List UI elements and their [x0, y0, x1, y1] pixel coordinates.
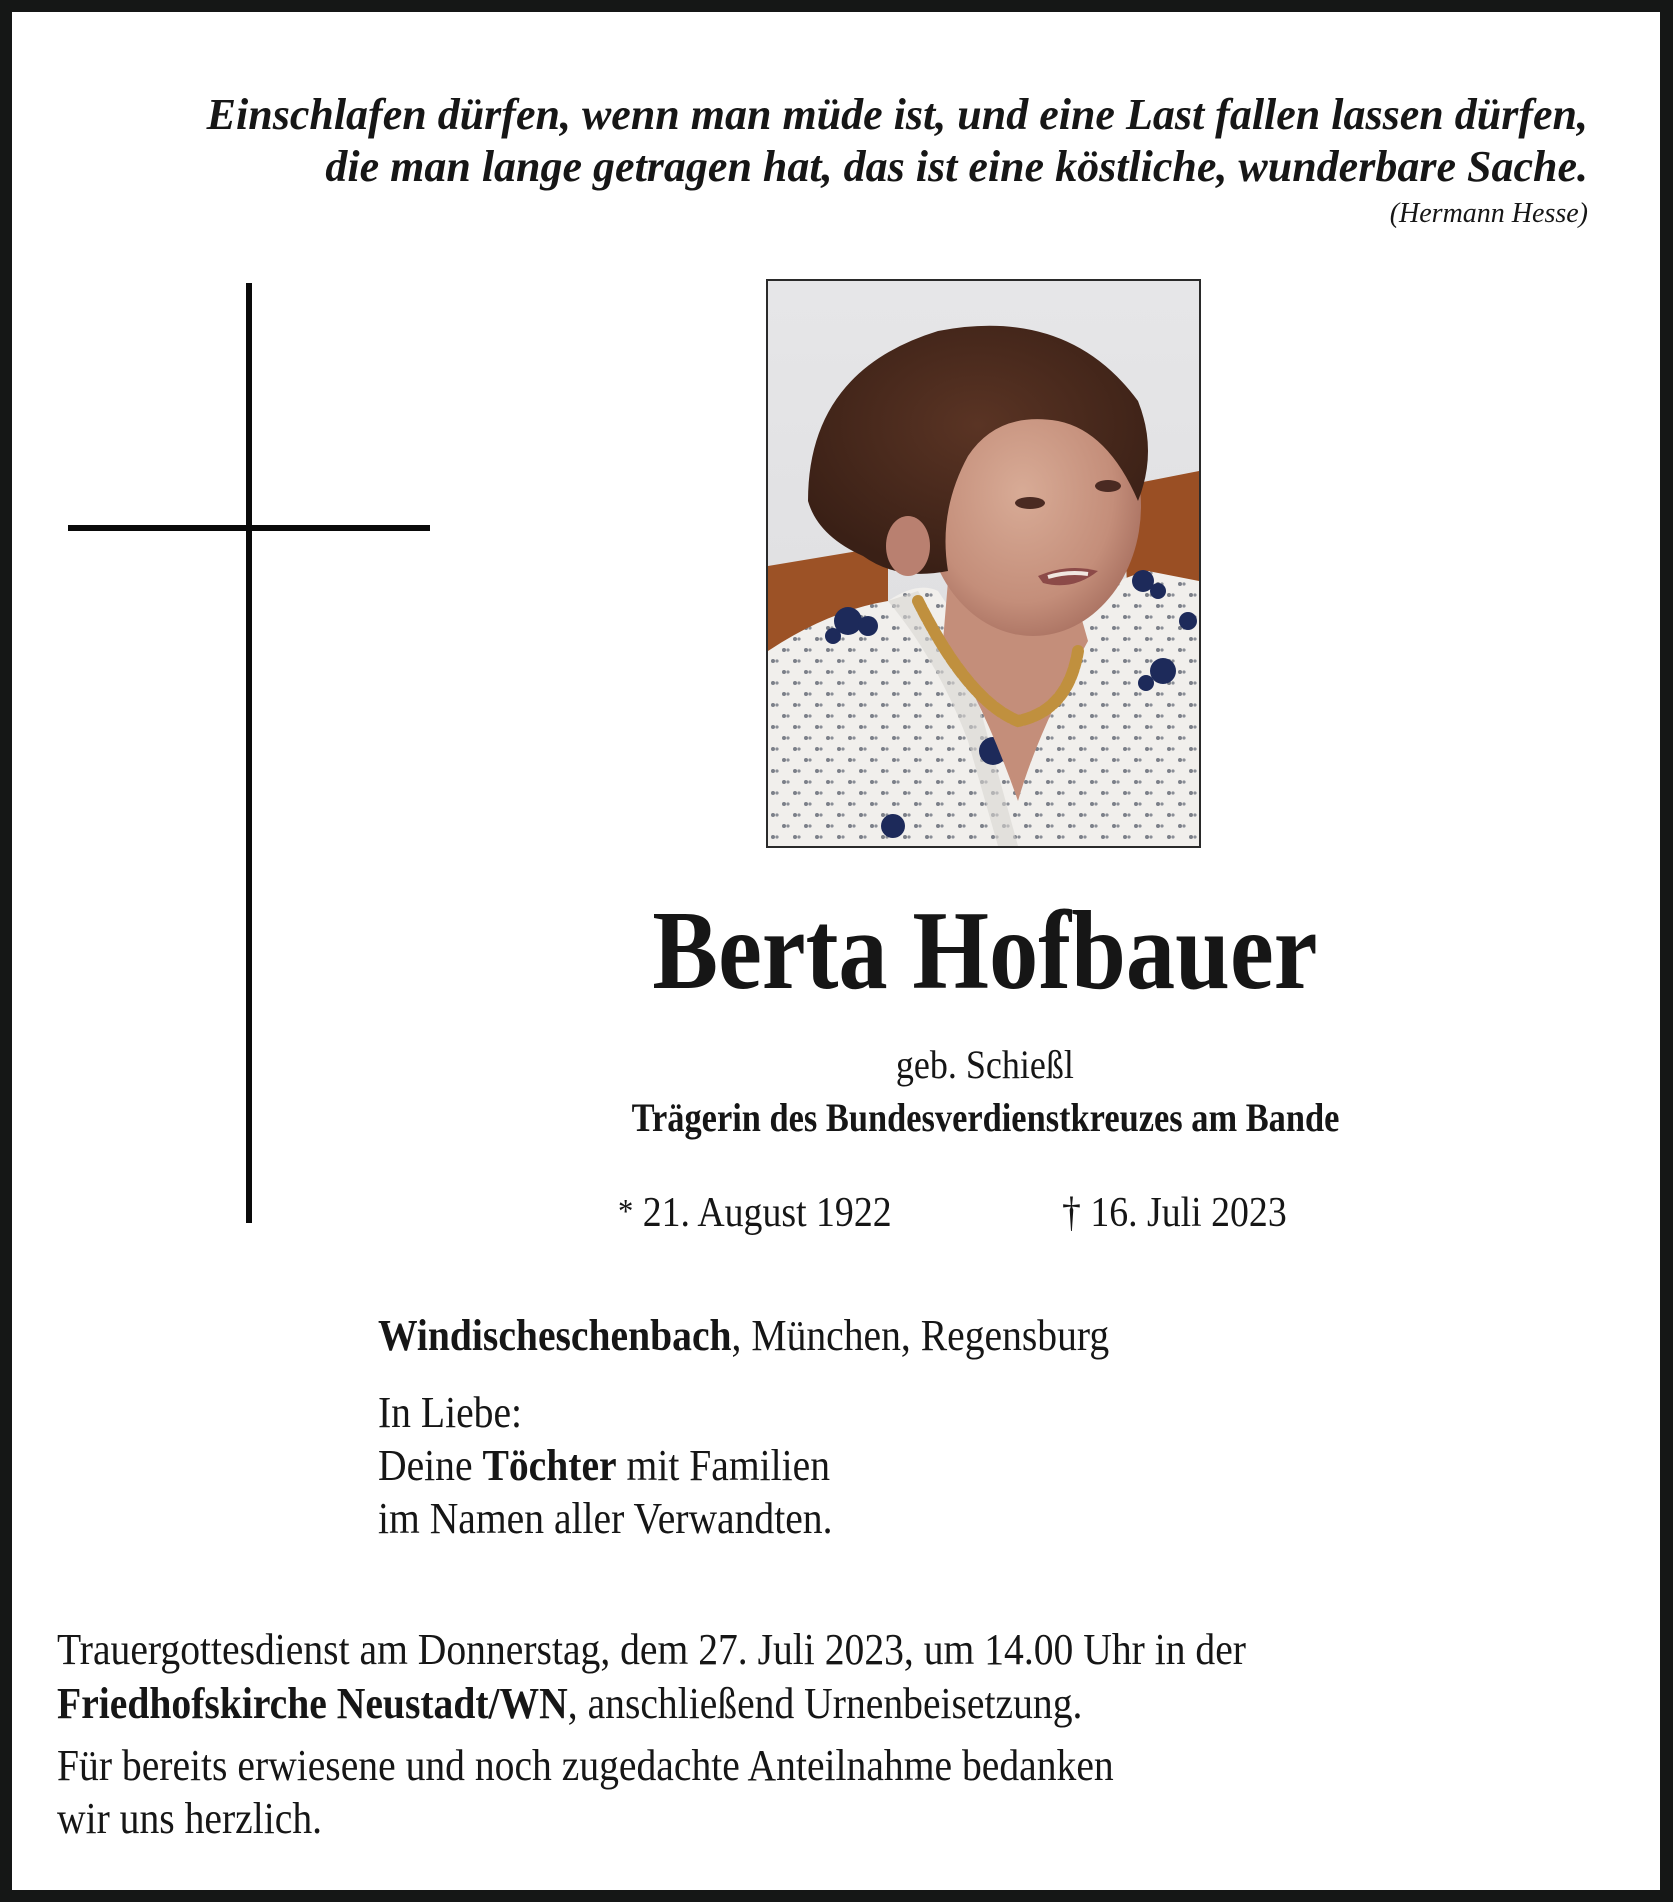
- quote-line-2: die man lange getragen hat, das ist eine köstliche, wunderbare Sache.: [325, 142, 1588, 191]
- mourners-line-1: [378, 1441, 831, 1490]
- thanks-line-2: wir uns herzlich.: [57, 1794, 323, 1843]
- service-line-2-post: , anschließend Urnenbeisetzung.: [567, 1679, 1083, 1728]
- mourners-line-1-pre: Deine: [378, 1441, 483, 1490]
- honor-title: [0, 1095, 1673, 1140]
- death-cross-icon: †: [1062, 1190, 1081, 1236]
- deceased-name-text: Berta Hofbauer: [652, 889, 1318, 1013]
- service-line-1: Trauergottesdienst am Donnerstag, dem 27. Juli 2023, um 14.00 Uhr in der: [57, 1625, 1246, 1674]
- mourners-intro: In Liebe:: [378, 1388, 523, 1437]
- cross-horizontal-bar: [68, 525, 430, 531]
- portrait-illustration: [768, 281, 1199, 846]
- quote-attribution: (Hermann Hesse): [1389, 198, 1588, 229]
- mourners-daughters: Töchter: [482, 1441, 617, 1490]
- service-location: Friedhofskirche Neustadt/WN: [57, 1679, 568, 1728]
- portrait-photo: [766, 279, 1201, 848]
- thanks-line-1: Für bereits erwiesene und noch zugedachte Anteilnahme bedanken: [57, 1741, 1114, 1790]
- quote-line-1: Einschlafen dürfen, wenn man müde ist, und eine Last fallen lassen dürfen,: [206, 90, 1588, 139]
- birth-star-icon: *: [618, 1193, 634, 1230]
- birth-date: [618, 1192, 922, 1234]
- maiden-name-text: geb. Schießl: [896, 1042, 1074, 1087]
- place-primary: Windischeschenbach: [378, 1311, 732, 1360]
- service-line-2: [57, 1679, 1083, 1728]
- places-others: , München, Regensburg: [731, 1311, 1110, 1360]
- honor-title-text: Trägerin des Bundesverdienstkreuzes am Bande: [631, 1095, 1339, 1140]
- maiden-name: [0, 1042, 1673, 1087]
- places-line: [378, 1311, 1110, 1360]
- death-date-text: 16. Juli 2023: [1090, 1190, 1287, 1236]
- birth-date-text: 21. August 1922: [642, 1190, 892, 1236]
- deceased-name: [0, 889, 1673, 1013]
- death-date: [1062, 1192, 1312, 1234]
- mourners-line-2: im Namen aller Verwandten.: [378, 1494, 833, 1543]
- mourners-line-1-post: mit Familien: [616, 1441, 831, 1490]
